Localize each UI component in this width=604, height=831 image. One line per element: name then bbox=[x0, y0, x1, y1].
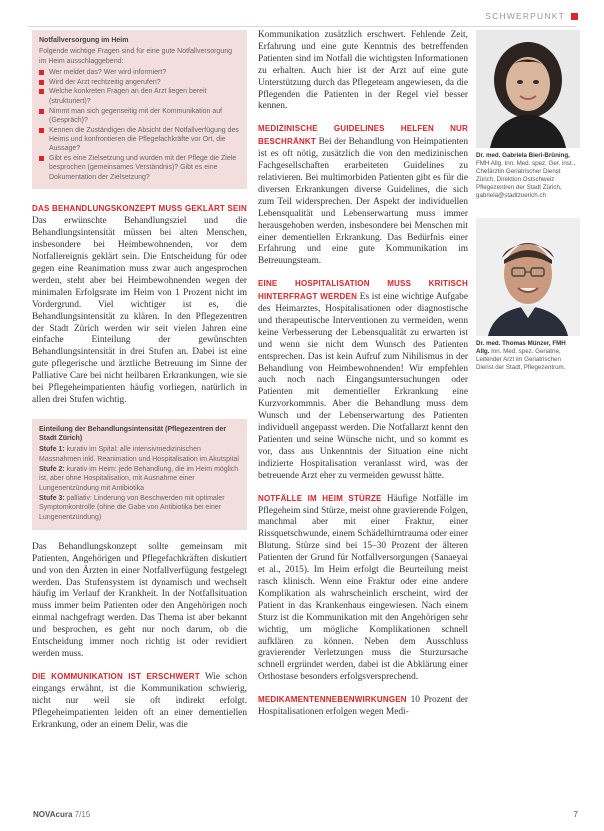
section-behandlungskonzept bbox=[32, 203, 247, 406]
section-heading: EINE HOSPITALISATION MUSS KRITISCH HINTERFRAGT WERDEN bbox=[258, 279, 468, 302]
section-behandlungskonzept-cont: Das Behandlungskonzept sollte gemeinsam mit Patienten, Angehörigen und Pflegefachkräften diskutiert und von den Ärzten in einer Notfallverfügung festgelegt werden. Das Stufensystem ist dynamisch und wechselt häufig im Verlauf der Krankheit. In der Notfallsituation muss immer beim Patienten oder den Angehörigen noch einmal nachgefragt werden. Das Thema ist aber bekannt und besprochen, es geht nur noch darum, ob die Entscheidung immer noch richtig ist oder revidiert werden muss. bbox=[32, 541, 247, 659]
info-box-intro: Folgende wichtige Fragen sind für eine gute Notfallversorgung im Heim ausschlaggebend: bbox=[39, 48, 233, 65]
section-text: Häufige Notfälle im Pflegeheim sind Stürze, meist ohne gravierende Folgen, manchmal aber mit einer Fraktur, einer Rissquetschwunde, einem Schädelhirntrauma oder einer Blutung. Stürze sind bei 15–30 Prozent der älteren Patienten der Grund für Notfallversorgungen (Sanaeyai et al., 2015). Im Heim erfolgt die Beurteilung meist rasch klinisch. Wenn eine Fraktur oder eine andere Komplikation als wahrscheinlich erscheint, wird der Patient in das Krankenhaus eingewiesen. Nach einem Sturz ist die Kommunikation mit den Angehörigen sehr wichtig, um mögliche Komplikationen schnell aufklären zu können. Neben dem Ausschluss gravierender Verletzungen muss die Sturzursache schnell ergründet werden, dabei ist die Abklärung einer Orthostase besonders erfolgsversprechend. bbox=[258, 493, 468, 683]
section-text: 10 Prozent der Hospitalisationen erfolgen wegen Medi- bbox=[258, 695, 468, 718]
stage-item: Stufe 1: kurativ im Spital: alle intensivmedizinischen Massnahmen inkl. Reanimation und Hospitalisation im Akutspital bbox=[39, 446, 239, 463]
section-heading: MEDIKAMENTENNEBENWIRKUNGEN bbox=[258, 695, 407, 705]
column-right bbox=[476, 30, 580, 372]
section-notfaelle bbox=[258, 493, 468, 685]
section-guidelines bbox=[258, 123, 468, 268]
magazine-issue: 7/15 bbox=[74, 810, 91, 819]
section-text: Das erwünschte Behandlungsziel und die Behandlungsintensität müssen bei alten Menschen, insbesondere bei Heimbewohnenden, vor dem Notfallereignis geklärt sein. Die Entscheidung für oder gegen eine Reanimation muss zwar auch angesprochen werden, steht aber bei Heimbewohnenden wegen der minimalen Erfolgsrate im Heim von 1 Prozent nicht im Vordergrund. Viel wichtiger ist es, die Behandlungsintensität zu klären. In den Pflegezentren der Stadt Zürich werden wir seit vielen Jahren eine einfache Einteilung der gewünschten Behandlungsintensität in drei Stufen an. Dabei ist eine gute pflegerische und ärztliche Betreuung im Sinne der Palliative Care bei nicht heilbaren Erkrankungen, wie sie bei Pflegeheimpatienten häufig vorliegen, natürlich in allen drei Stufen wichtig. bbox=[32, 216, 247, 405]
author-details: Inn. Med. spez. Geriatrie, Leitender Arzt im Geriatrischen Dienst der Stadt, Pflegezentrum. bbox=[476, 348, 566, 371]
column-middle bbox=[258, 30, 468, 719]
section-hospitalisation bbox=[258, 278, 468, 482]
info-box-notfallversorgung bbox=[32, 30, 247, 189]
footer-magazine bbox=[33, 810, 90, 819]
section-heading: DIE KOMMUNIKATION IST ERSCHWERT bbox=[32, 671, 200, 681]
list-item: Welche konkreten Fragen an den Arzt liegen bereit (strukturiert)? bbox=[39, 87, 240, 106]
author-caption bbox=[476, 340, 580, 372]
author-photo-woman bbox=[476, 30, 580, 148]
info-box-list bbox=[39, 68, 240, 182]
section-text: Wie schon eingangs erwähnt, ist die Kommunikation schwierig, nicht nur weil sie oft indirekt erfolgt. Pflegeheimpatienten leiden oft an einer dementiellen Erkrankung, oder an einem Delir, was die bbox=[32, 671, 248, 730]
info-box-title: Einteilung der Behandlungsintensität (Pflegezentren der Stadt Zürich) bbox=[39, 425, 227, 443]
author-name: Dr. med. Thomas Münzer, FMH Allg. bbox=[476, 340, 566, 355]
info-box-title: Notfallversorgung im Heim bbox=[39, 37, 129, 44]
author-caption bbox=[476, 152, 580, 200]
section-heading: NOTFÄLLE IM HEIM STÜRZE bbox=[258, 493, 382, 503]
stage-item: Stufe 2: kurativ im Heim: jede Behandlung, die im Heim möglich ist, aber ohne Hospitalisation, mit Ausnahme einer Lungenentzündung mit Antibiotika bbox=[39, 466, 239, 492]
page-number: 7 bbox=[573, 810, 578, 819]
portrait-woman-icon bbox=[476, 30, 580, 148]
magazine-name: NOVAcura bbox=[33, 810, 73, 819]
section-kommunikation-cont: Kommunikation zusätzlich erschwert. Fehlende Zeit, Erfahrung und eine gute Kenntnis des betreffenden Patienten sind im Notfall die wichtigsten Informationen zu erhalten. Auch hier ist der Arzt auf eine gute Unterstützung durch das Pflegeteam angewiesen, da die Pflegenden die Patienten in der Regel viel besser kennen. bbox=[258, 30, 468, 112]
column-left bbox=[32, 30, 247, 731]
list-item: Kennen die Zuständigen die Absicht der Notfallverfügung des Heims und konfrontieren die Pflegefachkräfte vor Ort, die Aussage? bbox=[39, 126, 240, 154]
author-photo-man bbox=[476, 218, 580, 336]
list-item: Wer meldet das? Wer wird informiert? bbox=[39, 68, 240, 77]
section-text: Bei der Behandlung von Heimpatienten ist es oft nötig, zusätzlich die von den medizinischen Fachgesellschaften erarbeiteten Guidelines zu relativieren. Bei multimorbiden Patienten gibt es für die diversen Erkrankungen diverse Guidelines, die sich zum Teil widersprechen. Der Aspekt der individuellen Lebensqualität und Lebenserwartung muss immer herausgehoben werden, insbesondere bei Menschen mit einer dementiellen Erkrankung. Das Bedürfnis einer Erfahrung und eine gute Kommunikation im Betreuungsteam. bbox=[258, 137, 468, 267]
portrait-man-icon bbox=[476, 218, 580, 336]
section-label-text: SCHWERPUNKT bbox=[485, 11, 565, 21]
list-item: Wird der Arzt rechtzeitig angerufen? bbox=[39, 78, 240, 87]
section-text: Es ist eine wichtige Aufgabe des Heimarztes, Hospitalisationen oder diagnostische und therapeutische Interventionen zu vermeiden, wenn keine Verbesserung der Lebensqualität zu erwarten ist und wenn sie nicht dem Wunsch des Patienten entsprechen. Das ist kein Aufruf zum Nihilismus in der Behandlung von Heimbewohnenden! Wir empfehlen auch noch nach Eingangsuntersuchungen oder Patienten mit dementieller Erkrankung eine Kurzvorkommnis. Aber die Behandlung muss dem Wunsch und der Lebenserwartung des Patienten individuell angepasst werden. Die Notfallarzt kennt den Patienten und seine Wünsche nicht, und so kommt es vor, dass aus Unkenntnis der Situation eine nicht indizierte Hospitalisation veranlasst wird, was der betreuende Arzt eher zu vermeiden gewusst hätte. bbox=[258, 292, 468, 481]
section-kommunikation bbox=[32, 671, 247, 732]
author-name: Dr. med. Gabriela Bieri-Brüning, bbox=[476, 152, 570, 159]
list-item: Nimmt man sich gegenseitig mit der Kommunikation auf (Gespräch)? bbox=[39, 107, 240, 126]
info-box-behandlungsintensitaet bbox=[32, 419, 247, 530]
section-label bbox=[485, 11, 578, 21]
list-item: Gibt es eine Zielsetzung und wurden mit der Pflege die Ziele besprochen (gemeinsames Verständnis)? Gibt es eine Dokumentation der Zielsetzung? bbox=[39, 154, 240, 182]
section-medikamente bbox=[258, 694, 468, 719]
section-heading: MEDIZINISCHE GUIDELINES HELFEN NUR BESCHRÄNKT bbox=[258, 124, 468, 147]
author-details: FMH Allg. Inn. Med. spez. Ger. inst., Chefärztin Geriatrischer Dienst Zürich, Direktion Ostschweiz Pflegezentren der Stadt Zürich, gabriela@stadtzuerich.ch bbox=[476, 160, 576, 199]
stage-item: Stufe 3: palliativ: Linderung von Beschwerden mit optimaler Symptomkontrolle (ohne die Gabe von Antibiotika bei einer Lungenentzündung) bbox=[39, 494, 225, 521]
section-heading: DAS BEHANDLUNGSKONZEPT MUSS GEKLÄRT SEIN bbox=[32, 204, 247, 214]
header-rule bbox=[28, 26, 576, 27]
square-marker-icon bbox=[571, 13, 578, 20]
